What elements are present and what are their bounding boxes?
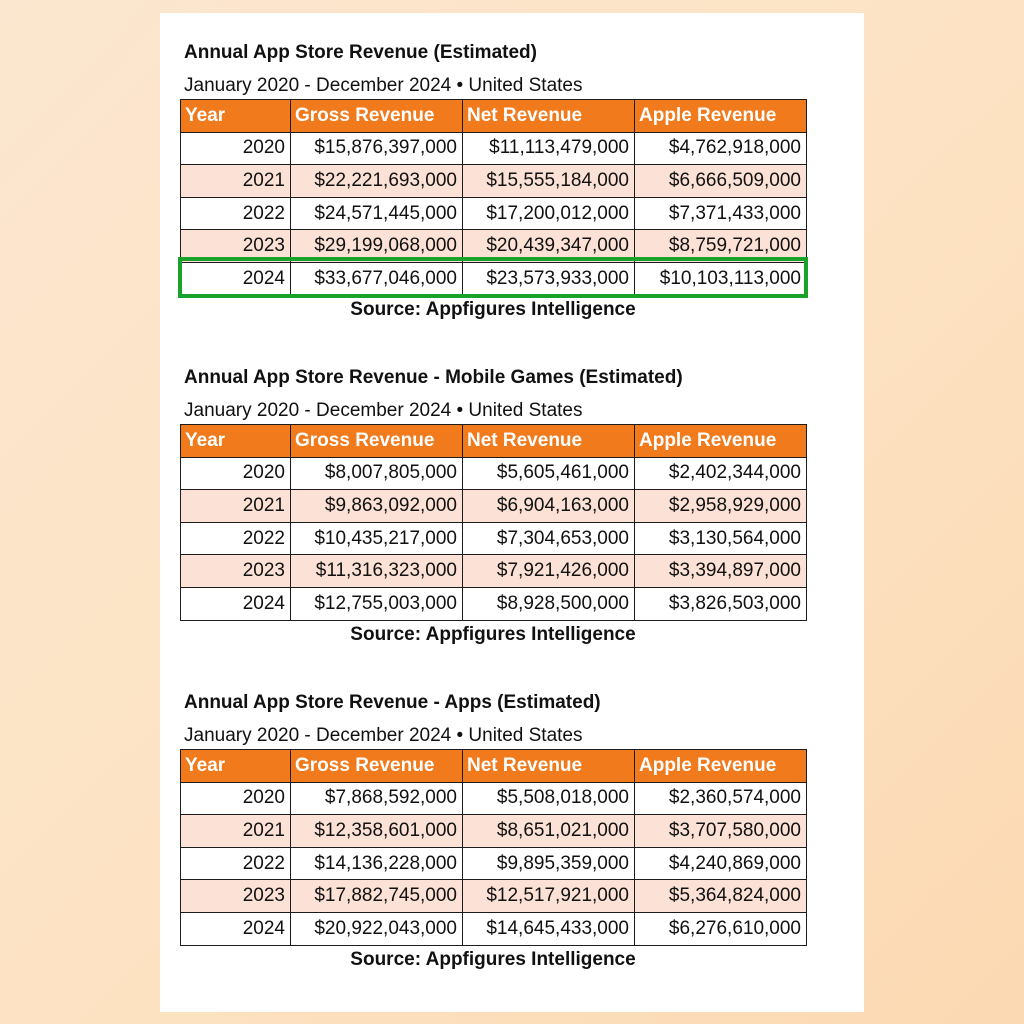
cell-gross: $22,221,693,000 [291, 165, 463, 198]
table-section-games [180, 367, 820, 657]
table-header-row [181, 100, 807, 133]
cell-net: $5,508,018,000 [463, 782, 635, 815]
header-apple-revenue: Apple Revenue [635, 100, 807, 133]
cell-apple: $10,103,113,000 [635, 262, 807, 295]
cell-gross: $8,007,805,000 [291, 457, 463, 490]
cell-year: 2020 [181, 457, 291, 490]
cell-year: 2023 [181, 880, 291, 913]
header-year: Year [181, 100, 291, 133]
cell-apple: $6,276,610,000 [635, 912, 807, 945]
cell-apple: $2,402,344,000 [635, 457, 807, 490]
header-net-revenue: Net Revenue [463, 100, 635, 133]
table-row [181, 912, 807, 945]
cell-gross: $14,136,228,000 [291, 847, 463, 880]
table-row [181, 880, 807, 913]
revenue-table [180, 749, 807, 946]
table-header-row [181, 425, 807, 458]
cell-year: 2023 [181, 555, 291, 588]
table-row [181, 847, 807, 880]
table-row [181, 815, 807, 848]
source-note: Source: Appfigures Intelligence [350, 949, 636, 970]
cell-apple: $4,240,869,000 [635, 847, 807, 880]
section-title: Annual App Store Revenue - Apps (Estimated) [184, 692, 601, 713]
cell-apple: $2,958,929,000 [635, 490, 807, 523]
cell-apple: $3,707,580,000 [635, 815, 807, 848]
header-gross-revenue: Gross Revenue [291, 100, 463, 133]
cell-year: 2020 [181, 132, 291, 165]
cell-year: 2024 [181, 587, 291, 620]
cell-apple: $7,371,433,000 [635, 197, 807, 230]
cell-year: 2024 [181, 912, 291, 945]
table-row [181, 165, 807, 198]
table-row [181, 230, 807, 263]
source-note: Source: Appfigures Intelligence [350, 624, 636, 645]
cell-apple: $3,826,503,000 [635, 587, 807, 620]
section-title: Annual App Store Revenue (Estimated) [184, 42, 537, 63]
cell-net: $15,555,184,000 [463, 165, 635, 198]
cell-gross: $20,922,043,000 [291, 912, 463, 945]
cell-net: $12,517,921,000 [463, 880, 635, 913]
document-page [160, 13, 864, 1012]
cell-year: 2021 [181, 490, 291, 523]
cell-net: $8,928,500,000 [463, 587, 635, 620]
cell-net: $6,904,163,000 [463, 490, 635, 523]
header-gross-revenue: Gross Revenue [291, 750, 463, 783]
cell-apple: $3,394,897,000 [635, 555, 807, 588]
cell-gross: $33,677,046,000 [291, 262, 463, 295]
cell-gross: $24,571,445,000 [291, 197, 463, 230]
cell-gross: $15,876,397,000 [291, 132, 463, 165]
cell-net: $14,645,433,000 [463, 912, 635, 945]
table-section-total [180, 42, 820, 332]
table-row [181, 490, 807, 523]
cell-gross: $12,755,003,000 [291, 587, 463, 620]
cell-apple: $6,666,509,000 [635, 165, 807, 198]
source-note: Source: Appfigures Intelligence [350, 299, 636, 320]
section-title: Annual App Store Revenue - Mobile Games (Estimated) [184, 367, 683, 388]
revenue-table [180, 424, 807, 621]
cell-net: $7,921,426,000 [463, 555, 635, 588]
table-row [181, 197, 807, 230]
revenue-table [180, 99, 807, 296]
cell-year: 2021 [181, 165, 291, 198]
cell-year: 2022 [181, 197, 291, 230]
cell-gross: $29,199,068,000 [291, 230, 463, 263]
cell-gross: $11,316,323,000 [291, 555, 463, 588]
header-apple-revenue: Apple Revenue [635, 750, 807, 783]
table-section-apps [180, 692, 820, 982]
header-gross-revenue: Gross Revenue [291, 425, 463, 458]
cell-net: $11,113,479,000 [463, 132, 635, 165]
header-apple-revenue: Apple Revenue [635, 425, 807, 458]
cell-net: $23,573,933,000 [463, 262, 635, 295]
cell-gross: $9,863,092,000 [291, 490, 463, 523]
cell-net: $20,439,347,000 [463, 230, 635, 263]
cell-gross: $10,435,217,000 [291, 522, 463, 555]
cell-year: 2021 [181, 815, 291, 848]
table-row [181, 587, 807, 620]
table-row-highlighted [181, 262, 807, 295]
table-row [181, 782, 807, 815]
section-subtitle: January 2020 - December 2024 • United States [184, 725, 583, 746]
cell-apple: $3,130,564,000 [635, 522, 807, 555]
cell-gross: $17,882,745,000 [291, 880, 463, 913]
cell-apple: $4,762,918,000 [635, 132, 807, 165]
section-subtitle: January 2020 - December 2024 • United States [184, 75, 583, 96]
cell-apple: $8,759,721,000 [635, 230, 807, 263]
table-row [181, 457, 807, 490]
header-net-revenue: Net Revenue [463, 750, 635, 783]
header-year: Year [181, 750, 291, 783]
cell-apple: $5,364,824,000 [635, 880, 807, 913]
cell-gross: $12,358,601,000 [291, 815, 463, 848]
table-row [181, 522, 807, 555]
cell-net: $5,605,461,000 [463, 457, 635, 490]
cell-year: 2023 [181, 230, 291, 263]
cell-year: 2020 [181, 782, 291, 815]
header-year: Year [181, 425, 291, 458]
table-row [181, 132, 807, 165]
cell-net: $8,651,021,000 [463, 815, 635, 848]
cell-year: 2022 [181, 847, 291, 880]
cell-net: $9,895,359,000 [463, 847, 635, 880]
cell-gross: $7,868,592,000 [291, 782, 463, 815]
cell-year: 2022 [181, 522, 291, 555]
table-header-row [181, 750, 807, 783]
cell-net: $17,200,012,000 [463, 197, 635, 230]
cell-net: $7,304,653,000 [463, 522, 635, 555]
cell-year: 2024 [181, 262, 291, 295]
table-row [181, 555, 807, 588]
header-net-revenue: Net Revenue [463, 425, 635, 458]
section-subtitle: January 2020 - December 2024 • United States [184, 400, 583, 421]
cell-apple: $2,360,574,000 [635, 782, 807, 815]
